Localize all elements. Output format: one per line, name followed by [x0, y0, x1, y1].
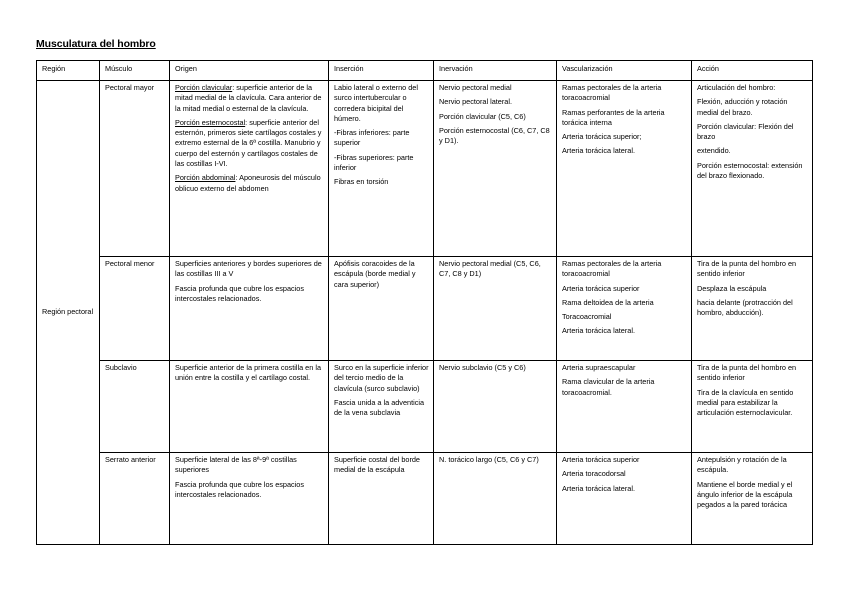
- origin-portion-label: Porción clavicular: [175, 83, 233, 92]
- origin-text: Fascia profunda que cubre los espacios intercostales relacionados.: [175, 479, 304, 499]
- origin-cell: [170, 361, 329, 453]
- vascularization-line: Arteria torácica lateral.: [562, 326, 635, 336]
- origin-paragraph: [175, 259, 324, 280]
- header-muscle: Músculo: [100, 61, 170, 81]
- header-insertion: Inserción: [329, 61, 434, 81]
- vascularization-line: Arteria torácica superior: [562, 455, 640, 464]
- action-line: Porción clavicular: Flexión del brazo: [697, 121, 794, 142]
- action-cell: [692, 257, 813, 361]
- table-row: [37, 453, 813, 545]
- action-cell: [692, 453, 813, 545]
- header-row: [37, 61, 813, 81]
- origin-paragraph: [175, 83, 324, 114]
- muscle-table: [36, 60, 813, 545]
- vascularization-line: Rama clavicular de la arteria toracoacromial.: [562, 377, 655, 397]
- vascularization-line: Arteria torácica superior;: [562, 132, 642, 142]
- origin-text: Superficie lateral de las 8ª-9ª costillas superiores: [175, 455, 297, 475]
- action-line: Antepulsión y rotación de la escápula.: [697, 455, 787, 475]
- insertion-line: Labio lateral o externo del surco intertubercular o corredera bicipital del húmero.: [334, 83, 418, 123]
- muscle-cell: Subclavio: [100, 361, 170, 453]
- action-line: Flexión, aducción y rotación medial del brazo.: [697, 97, 788, 117]
- origin-text: Superficie anterior de la primera costilla en la unión entre la costilla y el cartílago costal.: [175, 363, 322, 383]
- origin-portion-label: Porción abdominal: [175, 173, 236, 183]
- origin-text: : superficie anterior de la mitad medial de la clavícula. Cara anterior de la mitad medial o esternal de la clavícula.: [175, 83, 322, 113]
- header-origin: Origen: [170, 61, 329, 81]
- origin-cell: [170, 453, 329, 545]
- action-line: hacia delante (protracción del hombro, abducción).: [697, 297, 793, 318]
- action-line: Tira de la punta del hombro en sentido inferior: [697, 363, 797, 383]
- table-row: [37, 257, 813, 361]
- vascularization-line: Ramas pectorales de la arteria toracoacromial: [562, 83, 662, 103]
- header-vascularization: Vascularización: [557, 61, 692, 81]
- muscle-cell: Pectoral mayor: [100, 81, 170, 257]
- header-action: Acción: [692, 61, 813, 81]
- origin-text: Fascia profunda que cubre los espacios intercostales relacionados.: [175, 283, 304, 303]
- vascularization-line: Rama deltoidea de la arteria: [562, 297, 654, 307]
- table-row: [37, 361, 813, 453]
- muscle-cell: Pectoral menor: [100, 257, 170, 361]
- vascularization-cell: [557, 81, 692, 257]
- innervation-cell: [434, 453, 557, 545]
- action-line: Mantiene el borde medial y el ángulo inferior de la escápula pegados a la pared torácica: [697, 479, 793, 510]
- origin-paragraph: [175, 118, 324, 169]
- origin-portion-label: Porción esternocostal: [175, 117, 246, 127]
- insertion-line: Fascia unida a la adventicia de la vena subclavia: [334, 397, 425, 418]
- innervation-cell: [434, 361, 557, 453]
- innervation-cell: [434, 257, 557, 361]
- action-cell: [692, 361, 813, 453]
- insertion-cell: [329, 257, 434, 361]
- vascularization-line: Arteria torácica lateral.: [562, 146, 635, 156]
- vascularization-line: Arteria torácica lateral.: [562, 483, 635, 493]
- vascularization-cell: [557, 361, 692, 453]
- vascularization-line: Arteria supraescapular: [562, 363, 636, 372]
- insertion-cell: [329, 81, 434, 257]
- insertion-line: -Fibras superiores: parte inferior: [334, 152, 414, 173]
- origin-paragraph: [175, 480, 324, 501]
- origin-paragraph: [175, 173, 324, 194]
- header-region: Región: [37, 61, 100, 81]
- vascularization-line: Ramas perforantes de la arteria torácica interna: [562, 107, 665, 127]
- vascularization-cell: [557, 453, 692, 545]
- insertion-cell: [329, 453, 434, 545]
- origin-text: Superficies anteriores y bordes superiores de las costillas III a V: [175, 259, 322, 279]
- origin-paragraph: [175, 455, 324, 476]
- vascularization-cell: [557, 257, 692, 361]
- vascularization-line: Ramas pectorales de la arteria toracoacromial: [562, 259, 662, 279]
- innervation-line: Nervio pectoral medial (C5, C6, C7, C8 y D1): [439, 259, 541, 279]
- innervation-line: N. torácico largo (C5, C6 y C7): [439, 455, 539, 464]
- innervation-line: Porción clavicular (C5, C6): [439, 111, 526, 121]
- action-line: Tira de la punta del hombro en sentido inferior: [697, 259, 797, 279]
- insertion-line: -Fibras inferiores: parte superior: [334, 128, 410, 148]
- origin-cell: [170, 81, 329, 257]
- insertion-cell: [329, 361, 434, 453]
- vascularization-line: Arteria toracodorsal: [562, 469, 626, 479]
- origin-paragraph: [175, 363, 324, 384]
- origin-text: : Aponeurosis del músculo oblicuo externo del abdomen: [175, 173, 321, 193]
- insertion-line: Superficie costal del borde medial de la escápula: [334, 455, 420, 475]
- region-cell: Región pectoral: [37, 81, 100, 545]
- action-line: Tira de la clavícula en sentido medial para estabilizar la articulación esternoclavicular.: [697, 387, 794, 418]
- origin-cell: [170, 257, 329, 361]
- innervation-cell: [434, 81, 557, 257]
- vascularization-line: Arteria torácica superior: [562, 283, 640, 293]
- origin-text: : superficie anterior del esternón, primeros siete cartílagos costales y extremo esternal de la 6ª costilla. Manubrio y cuerpo del esternón y cartílagos costales de las costillas I-VI.: [175, 117, 322, 169]
- insertion-line: Surco en la superficie inferior del tercio medio de la clavícula (surco subclavio): [334, 363, 429, 393]
- insertion-line: Apófisis coracoides de la escápula (borde medial y cara superior): [334, 259, 416, 289]
- muscle-cell: Serrato anterior: [100, 453, 170, 545]
- insertion-line: Fibras en torsión: [334, 177, 389, 187]
- innervation-line: Nervio pectoral lateral.: [439, 97, 513, 107]
- action-line: Desplaza la escápula: [697, 283, 767, 293]
- action-line: Articulación del hombro:: [697, 83, 776, 92]
- vascularization-line: Toracoacromial: [562, 312, 612, 322]
- action-line: extendido.: [697, 146, 731, 156]
- innervation-line: Porción esternocostal (C6, C7, C8 y D1).: [439, 125, 550, 146]
- action-cell: [692, 81, 813, 257]
- header-innervation: Inervación: [434, 61, 557, 81]
- innervation-line: Nervio subclavio (C5 y C6): [439, 363, 526, 372]
- action-line: Porción esternocostal: extensión del brazo flexionado.: [697, 160, 803, 181]
- table-row: [37, 81, 813, 257]
- innervation-line: Nervio pectoral medial: [439, 83, 512, 92]
- origin-paragraph: [175, 284, 324, 305]
- document-title: Musculatura del hombro: [36, 38, 156, 50]
